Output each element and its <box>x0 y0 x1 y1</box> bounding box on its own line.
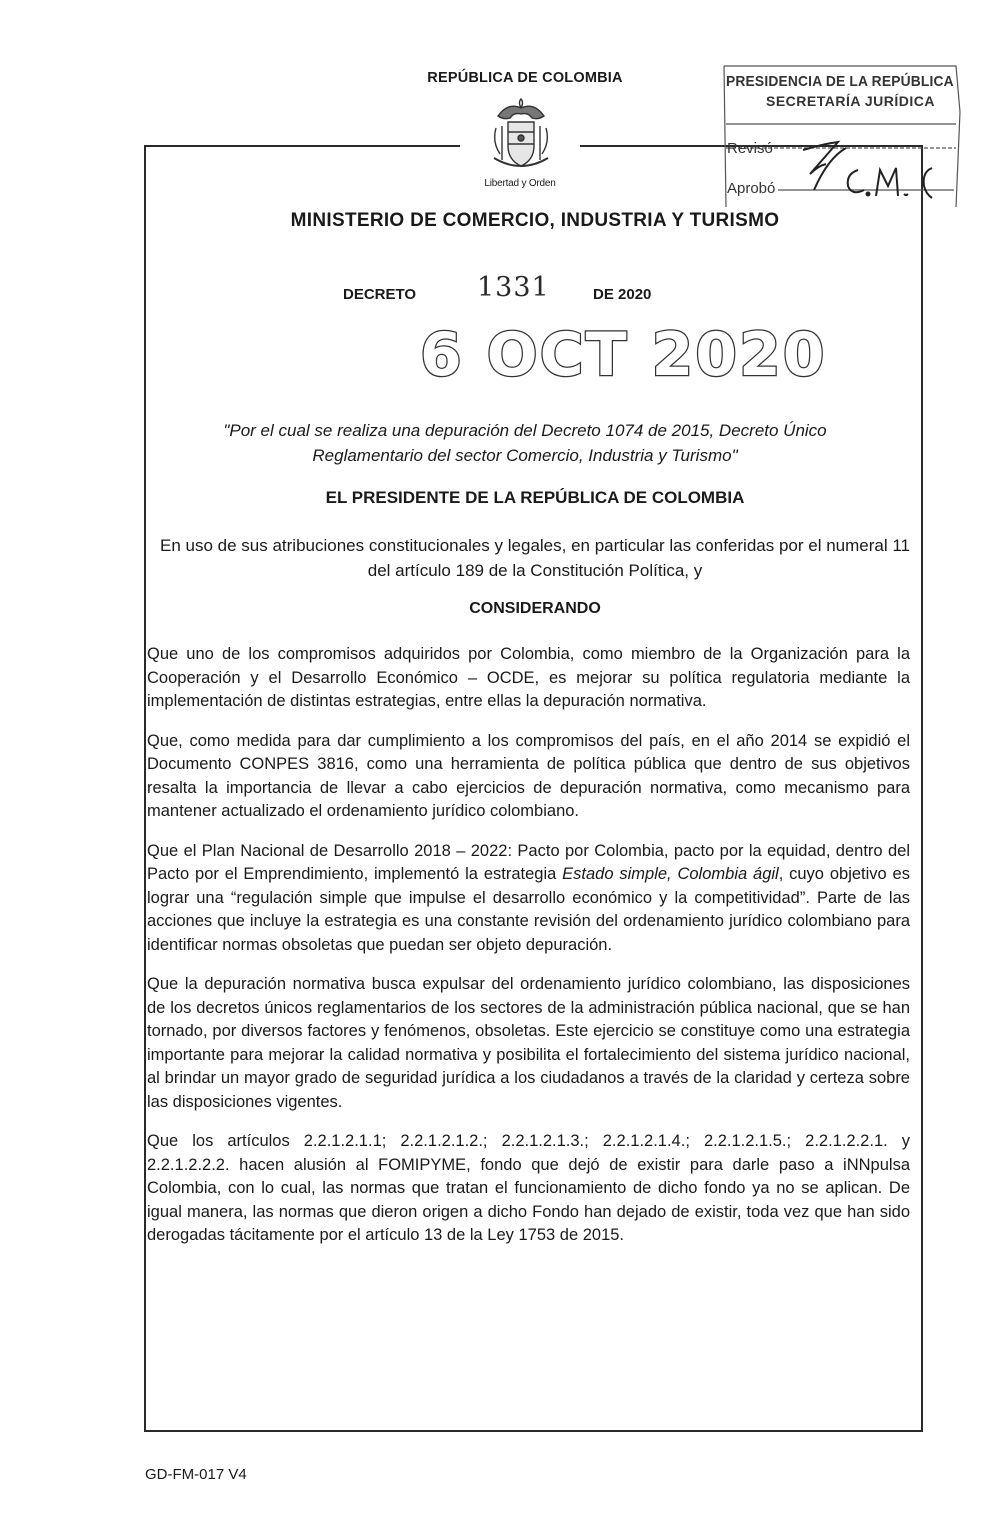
consideration-paragraph-3 <box>147 840 910 958</box>
reviewer-signature <box>803 142 846 190</box>
country-heading: REPÚBLICA DE COLOMBIA <box>427 70 623 86</box>
powers-clause: En uso de sus atribuciones constitucionales y legales, en particular las conferidas por el numeral 11 del artículo 189 de la Constitución Política, y <box>160 536 910 580</box>
motto: Libertad y Orden <box>484 178 556 189</box>
considering-heading: CONSIDERANDO <box>469 600 601 617</box>
issuer-heading: EL PRESIDENTE DE LA REPÚBLICA DE COLOMBIA <box>325 488 745 507</box>
paragraph-3-end: , cuyo objetivo es lograr una “regulación simple que impulse el desarrollo económico y la competitividad”. Parte de las acciones que incluye la estrategia es una constante revisión del ordenamiento jurídico colombiano para identificar normas obsoletas que puedan ser objeto depuración. <box>147 865 910 954</box>
consideration-paragraph-4: Que la depuración normativa busca expulsar del ordenamiento jurídico colombiano, las disposiciones de los decretos únicos reglamentarios de los sectores de la administración pública nacional, que se han tornado, por diversos factores y fenómenos, obsoletas. Este ejercicio se constituye como una estrategia importante para mejorar la calidad normativa y posibilita el fortalecimiento del sistema jurídico nacional, al brindar un mayor grado de seguridad jurídica a los ciudadanos a través de la claridad y certeza sobre las disposiciones vigentes. <box>147 975 910 1111</box>
form-code: GD-FM-017 V4 <box>145 1466 247 1483</box>
consideration-paragraph-2: Que, como medida para dar cumplimiento a los compromisos del país, en el año 2014 se expidió el Documento CONPES 3816, como una herramienta de política pública que dentro de sus objetivos resalta la importancia de llevar a cabo ejercicios de depuración normativa, como mecanismo para mantener actualizado el ordenamiento jurídico colombiano. <box>147 731 910 820</box>
approver-initials-signature <box>848 168 932 198</box>
decree-label: DECRETO <box>343 286 417 303</box>
consideration-paragraph-5: Que los artículos 2.2.1.2.1.1; 2.2.1.2.1.2.; 2.2.1.2.1.3.; 2.2.1.2.1.4.; 2.2.1.2.1.5.; 2.2.1.2.2.1. y 2.2.1.2.2.2. hacen alusión al FOMIPYME, fondo que dejó de existir para darle paso a iNNpulsa Colombia, con lo cual, las normas que tratan el funcionamiento de dicho fondo ya no se aplican. De igual manera, las normas que dieron origen a dicho Fondo han dejado de existir, toda vez que han sido derogadas tácitamente por el artículo 13 de la Ley 1753 de 2015. <box>147 1132 910 1244</box>
ministry-heading: MINISTERIO DE COMERCIO, INDUSTRIA Y TURISMO <box>290 210 780 231</box>
stamp-secretaria-line: SECRETARÍA JURÍDICA <box>766 93 935 109</box>
paragraph-3-start: Que el Plan Nacional de Desarrollo 2018 – 2022: Pacto por Colombia, pacto por la equidad, dentro del Pacto por el Emprendimiento, implementó la estrategia <box>147 841 910 883</box>
stamp-reviso-label: Revisó <box>727 140 773 157</box>
coat-of-arms-icon <box>488 98 554 178</box>
date-stamp: 6 OCT 2020 <box>420 320 827 390</box>
decree-title: "Por el cual se realiza una depuración del Decreto 1074 de 2015, Decreto Único Reglamentario del sector Comercio, Industria y Turismo" <box>223 421 827 465</box>
stamp-aprobo-label: Aprobó <box>727 180 776 197</box>
decree-year: DE 2020 <box>593 286 652 303</box>
consideration-paragraph-1: Que uno de los compromisos adquiridos por Colombia, como miembro de la Organización para la Cooperación y el Desarrollo Económico – OCDE, es mejorar su política regulatoria mediante la implementación de distintas estrategias, entre ellas la depuración normativa. <box>147 645 910 710</box>
strategy-name: Estado simple, Colombia ágil <box>562 865 779 883</box>
decree-number: 1331 <box>477 272 550 303</box>
considerations-body <box>147 643 910 1264</box>
stamp-presidencia-line: PRESIDENCIA DE LA REPÚBLICA <box>726 73 954 90</box>
